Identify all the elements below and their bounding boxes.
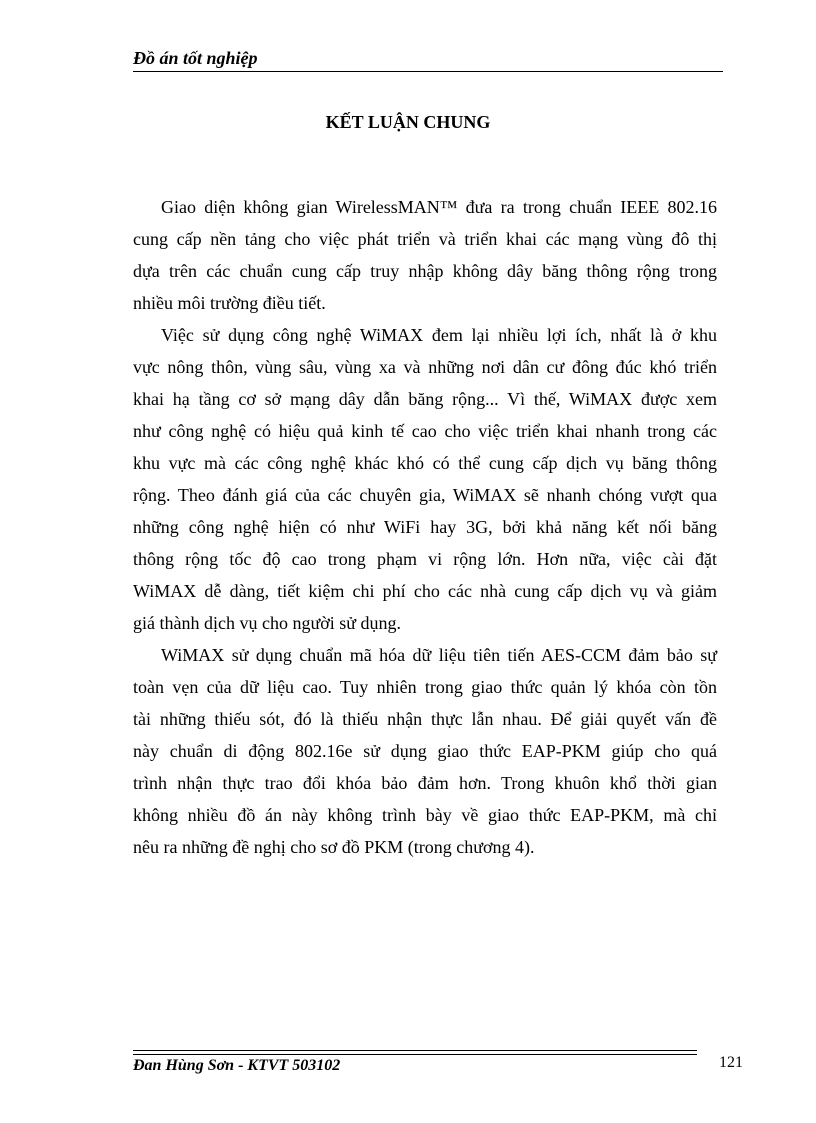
text-line: nêu ra những đề nghị cho sơ đồ PKM (trong chương 4). [133, 837, 535, 857]
text-line: nhiều môi trường điều tiết. [133, 293, 326, 313]
text-line: tài những thiếu sót, đó là thiếu nhận thực lẫn nhau. Để giải quyết vấn đề [133, 709, 717, 729]
text-line: trình nhận thực trao đổi khóa bảo đảm hơn. Trong khuôn khổ thời gian [133, 773, 717, 793]
text-line: cung cấp nền tảng cho việc phát triển và triển khai các mạng vùng đô thị [133, 229, 717, 249]
footer-author: Đan Hùng Sơn - KTVT 503102 [133, 1057, 341, 1074]
text-line: khu vực mà các công nghệ khác khó có thể cung cấp dịch vụ băng thông [133, 453, 717, 473]
text-line: rộng. Theo đánh giá của các chuyên gia, WiMAX sẽ nhanh chóng vượt qua [133, 485, 717, 505]
page-number: 121 [719, 1054, 743, 1071]
running-header: Đồ án tốt nghiệp [133, 48, 723, 72]
text-line: khai hạ tầng cơ sở mạng dây dẫn băng rộng... Vì thế, WiMAX được xem [133, 389, 717, 409]
text-line: thông rộng tốc độ cao trong phạm vi rộng lớn. Hơn nữa, việc cài đặt [133, 549, 717, 569]
section-heading: KẾT LUẬN CHUNG [325, 112, 491, 132]
text-line: vực nông thôn, vùng sâu, vùng xa và những nơi dân cư đông đúc khó triển [133, 357, 717, 377]
text-line: dựa trên các chuẩn cung cấp truy nhập không dây băng thông rộng trong [133, 261, 717, 281]
text-line: Việc sử dụng công nghệ WiMAX đem lại nhiều lợi ích, nhất là ở khu [161, 325, 717, 345]
text-line: WiMAX dễ dàng, tiết kiệm chi phí cho các nhà cung cấp dịch vụ và giảm [133, 581, 717, 601]
text-line: toàn vẹn của dữ liệu cao. Tuy nhiên trong giao thức quản lý khóa còn tồn [133, 677, 717, 697]
text-line: Giao diện không gian WirelessMAN™ đưa ra trong chuẩn IEEE 802.16 [161, 197, 717, 217]
text-line: không nhiều đồ án này không trình bày về giao thức EAP-PKM, mà chỉ [133, 805, 717, 825]
text-line: giá thành dịch vụ cho người sử dụng. [133, 613, 401, 633]
paragraph [133, 639, 717, 863]
text-line: như công nghệ có hiệu quả kinh tế cao cho việc triển khai nhanh trong các [133, 421, 717, 441]
body-text [133, 191, 717, 863]
text-line: WiMAX sử dụng chuẩn mã hóa dữ liệu tiên tiến AES-CCM đảm bảo sự [161, 645, 717, 665]
paragraph [133, 319, 717, 639]
footer-divider [133, 1050, 697, 1055]
text-line: những công nghệ hiện có như WiFi hay 3G, bởi khả năng kết nối băng [133, 517, 717, 537]
text-line: này chuẩn di động 802.16e sử dụng giao thức EAP-PKM giúp cho quá [133, 741, 717, 761]
paragraph [133, 191, 717, 319]
